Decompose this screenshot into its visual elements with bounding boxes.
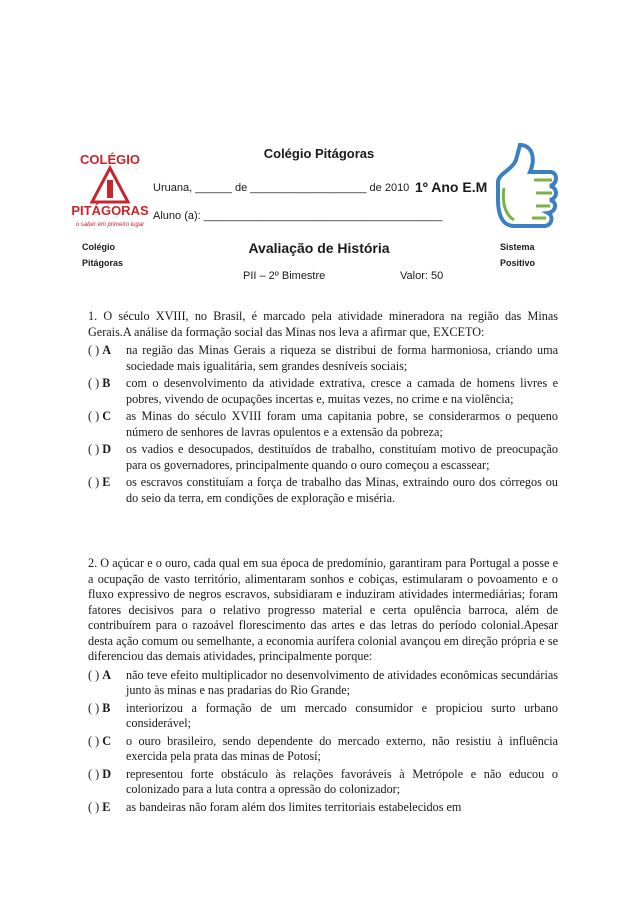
- option-e[interactable]: ( ) E os escravos constituíam a força de trabalho das Minas, extraindo ouro dos córregos ou do seio da terra, em condições de exploração e miséria.: [88, 475, 558, 505]
- school-name-line-2: Pitágoras: [82, 258, 124, 268]
- option-text: as bandeiras não foram além dos limites territoriais estabelecidos em: [126, 799, 462, 814]
- school-title: Colégio Pitágoras: [263, 146, 375, 161]
- option-text: com o desenvolvimento da atividade extrativa, cresce a camada de homens livres e pobres, vivendo de ocupações incertas e, muitas vezes, no crime e na violência;: [126, 376, 558, 406]
- option-text: as Minas do século XVIII foram uma capitania pobre, se considerarmos o pequeno número de senhores de lavras opulentos e a extensão da pobreza;: [126, 409, 558, 439]
- option-d[interactable]: ( ) D representou forte obstáculo às relações favoráveis à Metrópole e não educou o colonizado para a luta contra a opressão do colonizador;: [88, 766, 558, 796]
- option-a[interactable]: ( ) A na região das Minas Gerais a riqueza se distribui de forma harmoniosa, criando uma sociedade mais igualitária, sem grandes desníveis sociais;: [88, 343, 558, 373]
- option-text: os escravos constituíam a força de trabalho das Minas, extraindo ouro dos córregos ou do seio da terra, em condições de exploração e miséria.: [126, 475, 558, 505]
- exam-title: Avaliação de História: [248, 240, 390, 256]
- question-text: 1. O século XVIII, no Brasil, é marcado pela atividade mineradora na região das Minas Gerais.A análise da formação social das Minas nos leva a afirmar que, EXCETO:: [88, 309, 558, 339]
- logo-left-top-text: COLÉGIO: [80, 152, 140, 167]
- option-text: o ouro brasileiro, sendo dependente do mercado externo, não resistiu à influência exercida pela prata das minas de Potosí;: [126, 733, 558, 763]
- exam-period: PII – 2º Bimestre: [243, 270, 326, 282]
- school-name-line-1: Colégio: [82, 242, 115, 252]
- logo-left-bottom-text: PITÁGORAS: [71, 203, 149, 218]
- option-c[interactable]: ( ) C o ouro brasileiro, sendo dependente do mercado externo, não resistiu à influência exercida pela prata das minas de Potosí;: [88, 733, 558, 763]
- option-text: os vadios e desocupados, destituídos de trabalho, constituíam motivo de preocupação para os governadores, principalmente quando o ouro começou a escassear;: [126, 442, 558, 472]
- school-logo: [70, 150, 150, 230]
- option-c[interactable]: ( ) C as Minas do século XVIII foram uma capitania pobre, se considerarmos o pequeno número de senhores de lavras opulentos e a extensão da pobreza;: [88, 409, 558, 439]
- system-label-line-1: Sistema: [500, 242, 535, 252]
- grade-label: 1º Ano E.M: [415, 179, 488, 195]
- option-a[interactable]: ( ) A não teve efeito multiplicador no desenvolvimento de atividades econômicas secundárias junto às minas e nas pradarias do Rio Grande;: [88, 667, 558, 697]
- option-text: na região das Minas Gerais a riqueza se distribui de forma harmoniosa, criando uma sociedade mais igualitária, sem grandes desníveis sociais;: [126, 343, 558, 373]
- option-text: não teve efeito multiplicador no desenvolvimento de atividades econômicas secundárias junto às minas e nas pradarias do Rio Grande;: [126, 667, 558, 697]
- option-text: representou forte obstáculo às relações favoráveis à Metrópole e não educou o colonizado para a luta contra a opressão do colonizador;: [126, 766, 558, 796]
- question-2: [88, 556, 558, 817]
- option-text: interiorizou a formação de um mercado consumidor e propiciou surto urbano considerável;: [126, 700, 558, 730]
- city-date-line: Uruana, ______ de ___________________ de 2010: [153, 182, 410, 194]
- option-b[interactable]: ( ) B interiorizou a formação de um mercado consumidor e propiciou surto urbano considerável;: [88, 700, 558, 730]
- question-text: 2. O açúcar e o ouro, cada qual em sua época de predomínio, garantiram para Portugal a posse e a ocupação de vasto território, alimentaram sonhos e cobiças, estimularam o povoamento e o fluxo expressivo de negros escravos, subsidiaram e induziram atividades intermediárias; foram fatores decisivos para o relativo progresso material e certa opulência barroca, além de contribuírem para o razoável florescimento das artes e das letras do período colonial.Apesar desta ação comum ou semelhante, a economia aurífera colonial avançou em direção própria e se diferenciou das demais atividades, principalmente porque:: [88, 556, 558, 663]
- exam-value: Valor: 50: [400, 270, 444, 282]
- student-name-line: Aluno (a): _______________________________________: [153, 210, 443, 222]
- option-b[interactable]: ( ) B com o desenvolvimento da atividade extrativa, cresce a camada de homens livres e pobres, vivendo de ocupações incertas e, muitas vezes, no crime e na violência;: [88, 376, 558, 406]
- logo-left-motto: o saber em primeiro lugar: [75, 222, 145, 228]
- option-e[interactable]: ( ) E as bandeiras não foram além dos limites territoriais estabelecidos em: [88, 800, 558, 816]
- option-d[interactable]: ( ) D os vadios e desocupados, destituídos de trabalho, constituíam motivo de preocupação para os governadores, principalmente quando o ouro começou a escassear;: [88, 442, 558, 472]
- question-1: [88, 309, 558, 508]
- system-label-line-2: Positivo: [500, 258, 536, 268]
